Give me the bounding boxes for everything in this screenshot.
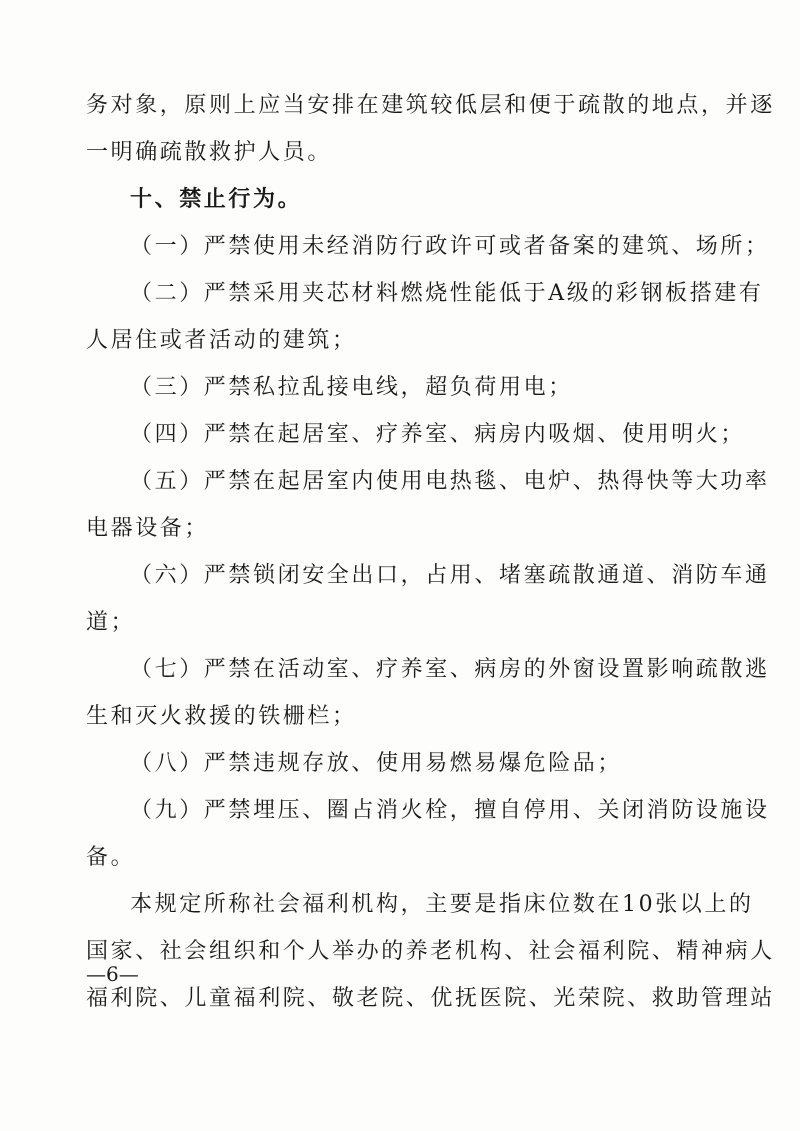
body-text bbox=[86, 82, 775, 1022]
text-line: 电器设备； bbox=[86, 516, 210, 541]
text-line: 本规定所称社会福利机构，主要是指床位数在10张以上的 bbox=[130, 892, 754, 917]
text-line: （一）严禁使用未经消防行政许可或者备案的建筑、场所； bbox=[130, 234, 770, 259]
text-line: （六）严禁锁闭安全出口，占用、堵塞疏散通道、消防车通 bbox=[130, 563, 770, 588]
text-line: 生和灭火救援的铁栅栏； bbox=[86, 704, 357, 729]
text-line: （七）严禁在活动室、疗养室、病房的外窗设置影响疏散逃 bbox=[130, 657, 770, 682]
text-line: 福利院、儿童福利院、敬老院、优抚医院、光荣院、救助管理站 bbox=[86, 986, 775, 1011]
section-heading: 十、禁止行为。 bbox=[130, 186, 303, 212]
text-line: （五）严禁在起居室内使用电热毯、电炉、热得快等大功率 bbox=[130, 469, 770, 494]
text-line: 国家、社会组织和个人举办的养老机构、社会福利院、精神病人 bbox=[86, 939, 775, 964]
page-number: —6— bbox=[86, 962, 139, 986]
text-line: 人居住或者活动的建筑； bbox=[86, 328, 357, 353]
text-line: （八）严禁违规存放、使用易燃易爆危险品； bbox=[130, 751, 623, 776]
text-line: （九）严禁埋压、圈占消火栓，擅自停用、关闭消防设施设 bbox=[130, 798, 770, 823]
text-line: 道； bbox=[86, 610, 136, 635]
text-line: （四）严禁在起居室、疗养室、病房内吸烟、使用明火； bbox=[130, 422, 746, 447]
text-line: 一明确疏散救护人员。 bbox=[86, 140, 333, 165]
text-line: （三）严禁私拉乱接电线，超负荷用电； bbox=[130, 375, 573, 400]
text-line: （二）严禁采用夹芯材料燃烧性能低于A级的彩钢板搭建有 bbox=[130, 281, 764, 306]
text-line: 务对象，原则上应当安排在建筑较低层和便于疏散的地点，并逐 bbox=[86, 93, 775, 118]
text-line: 备。 bbox=[86, 845, 136, 870]
